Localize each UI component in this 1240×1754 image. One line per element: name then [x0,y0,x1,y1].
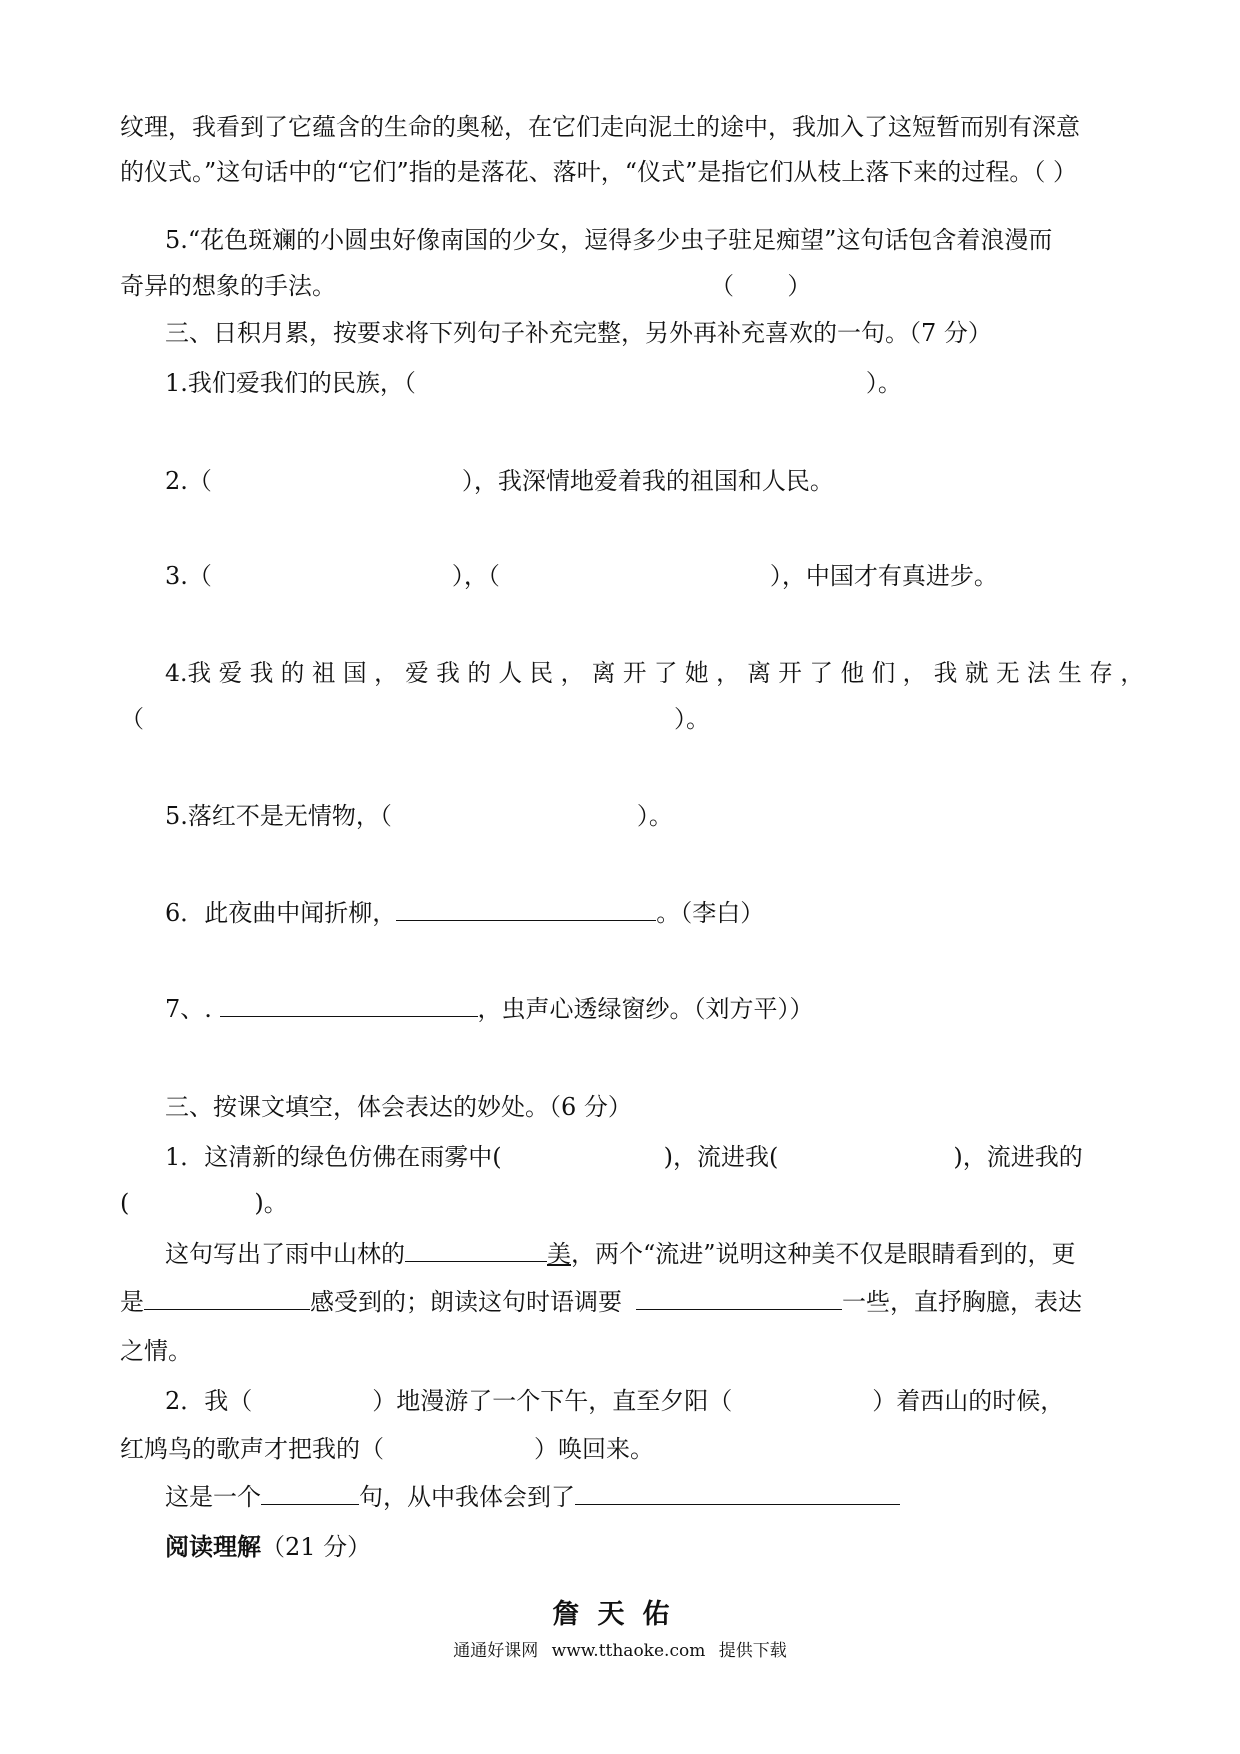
s3-item-3 [165,561,998,591]
s3b-q1-a: 1．这清新的绿色仿佛在雨雾中( [165,1143,502,1171]
s3b-q2-line2 [120,1434,654,1464]
s3-item-6-a: 6．此夜曲中闻折柳， [165,899,397,927]
s3-item-1-a: 1.我们爱我们的民族，（ [165,369,416,397]
s3b-q1-b: )，流进我( [663,1143,779,1171]
s3-item-1-b: ）。 [865,369,902,397]
s3b-q2-blank-type[interactable] [261,1482,359,1505]
s3b-q1-p1c: ，两个“流进”说明这种美不仅是眼睛看到的，更 [571,1240,1076,1268]
s3-item-2 [165,466,834,496]
s3-item-4-line1: 4.我 爱 我 的 祖 国 ， 爱 我 的 人 民 ， 离 开 了 她 ， 离 开 了 他 们 ， 我 就 无 法 生 存 ， [165,659,1144,687]
s3b-q2-a: 2．我（ [165,1387,253,1415]
q4-line1: 纹理，我看到了它蕴含的生命的奥秘，在它们走向泥土的途中，我加入了这短暂而别有深意 [120,113,1080,141]
footer [0,1636,1240,1661]
s3b-q1-p1a: 这句写出了雨中山林的 [165,1240,405,1268]
s3b-q2-e: ）唤回来。 [534,1435,654,1463]
s3b-q1-blank-beauty[interactable] [405,1239,547,1262]
s3-item-4-a: （ [120,705,144,733]
s3b-q2-g: 句，从中我体会到了 [359,1483,575,1511]
s3-item-5-b: ）。 [636,802,673,830]
s3b-q2-d: 红鸠鸟的歌声才把我的（ [120,1435,384,1463]
footer-url[interactable]: www.tthaoke.com [551,1641,706,1661]
s3-item-6-blank[interactable] [396,898,656,921]
s3b-q1-d: ( [120,1189,130,1217]
s3-item-2-a: 2.（ [165,467,212,495]
s3b-q2-blank-insight[interactable] [575,1482,900,1505]
s3b-q1-analysis-line3: 之情。 [120,1337,192,1365]
s3b-q1-c: )，流进我的 [953,1143,1083,1171]
s3b-q1-analysis-line2 [120,1287,1082,1317]
s3-item-4-line2 [120,704,710,734]
s3-item-7-b: ，虫声心透绿窗纱。（刘方平）） [477,995,814,1023]
s3b-q1-p2a: 是 [120,1288,144,1316]
s3-item-5 [165,801,673,831]
q5-answer-bracket[interactable]: （ ） [710,272,812,300]
footer-note: 提供下载 [718,1641,787,1661]
s3b-q1-analysis-line1 [165,1239,1076,1269]
s3-item-7 [165,994,814,1024]
s3-item-6-b: 。（李白） [656,899,765,927]
q5-line1: 5.“花色斑斓的小圆虫好像南国的少女，逗得多少虫子驻足痴望”这句话包含着浪漫而 [165,226,1053,254]
s3b-q1-line1 [165,1142,1115,1172]
s3b-q1-p2c: 一些，直抒胸臆，表达 [842,1288,1082,1316]
reading-points: （21 分） [261,1533,372,1561]
q4-line2: 的仪式。”这句话中的“它们”指的是落花、落叶，“仪式”是指它们从枝上落下来的过程。（ ） [120,158,1077,186]
section3b-heading: 三、按课文填空，体会表达的妙处。（6 分） [165,1093,632,1121]
reading-heading-label: 阅读理解 [165,1532,261,1561]
s3b-q1-e: )。 [254,1189,288,1217]
s3b-q2-c: ）着西山的时候， [872,1387,1065,1415]
s3-item-7-blank[interactable] [220,994,478,1017]
section3-heading: 三、日积月累，按要求将下列句子补充完整，另外再补充喜欢的一句。（7 分） [165,319,992,347]
s3-item-4-b: ）。 [674,705,710,733]
footer-site: 通通好课网 [453,1641,539,1661]
q5-line2-text: 奇异的想象的手法。 [120,272,336,300]
s3-item-3-a: 3.（ [165,562,212,590]
s3-item-3-c: ），中国才有真进步。 [769,562,998,590]
s3b-q2-line1 [165,1386,1115,1416]
q5-line2 [120,271,812,301]
s3b-q1-p1b: 美 [547,1240,571,1268]
s3b-q2-f: 这是一个 [165,1483,261,1511]
s3-item-3-b: ），（ [451,562,500,590]
s3b-q1-blank-feel[interactable] [144,1287,310,1310]
s3-item-7-a: 7、. [165,995,220,1023]
s3b-q1-blank-tone[interactable] [636,1287,842,1310]
s3b-q1-p2b: 感受到的；朗读这句时语调要 [310,1288,622,1316]
s3-item-2-b: ），我深情地爱着我的祖国和人民。 [461,467,834,495]
s3b-q1-line2 [120,1188,288,1218]
s3-item-1 [165,368,902,398]
reading-title: 詹天佑 [552,1599,688,1630]
s3-item-5-a: 5.落红不是无情物，（ [165,802,392,830]
s3b-q2-b: ）地漫游了一个下午，直至夕阳（ [372,1387,733,1415]
s3-item-6 [165,898,764,928]
s3b-q2-line3 [165,1482,900,1512]
reading-heading [165,1532,371,1562]
